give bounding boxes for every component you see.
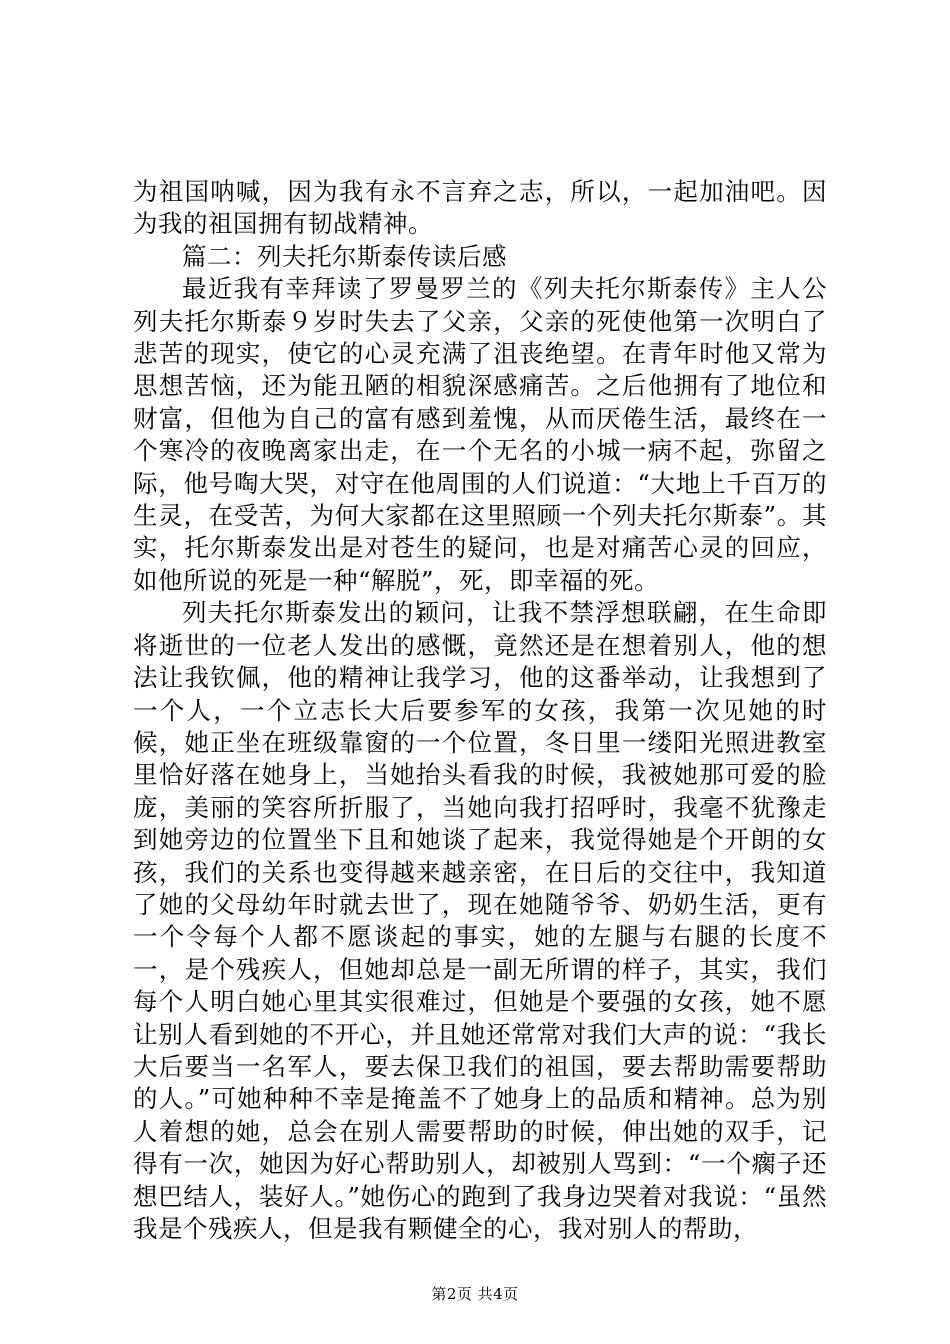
document-body <box>133 176 827 1245</box>
section-heading: 篇二：列夫托尔斯泰传读后感 <box>182 241 507 271</box>
paragraph-tolstoy-biography: 最近我有幸拜读了罗曼罗兰的《列夫托尔斯泰传》主人公列夫托尔斯泰９岁时失去了父亲，父亲的死使他第一次明白了悲苦的现实，使它的心灵充满了沮丧绝望。在青年时他又常为思想苦恼，还为能丑陋的相貌深感痛苦。之后他拥有了地位和财富，但他为自己的富有感到羞愧，从而厌倦生活，最终在一个寒冷的夜晚离家出走，在一个无名的小城一病不起，弥留之际，他号啕大哭，对守在他周围的人们说道：“大地上千百万的生灵，在受苦，为何大家都在这里照顾一个列夫托尔斯泰”。其实，托尔斯泰发出是对苍生的疑问，也是对痛苦心灵的回应，如他所说的死是一种“解脱”，死，即幸福的死。 <box>133 274 827 595</box>
paragraph-intro-continuation: 为祖国呐喊，因为我有永不言弃之志，所以，一起加油吧。因为我的祖国拥有韧战精神。 <box>133 177 827 239</box>
paragraph-girl-story: 列夫托尔斯泰发出的颖问，让我不禁浮想联翩，在生命即将逝世的一位老人发出的感慨，竟然还是在想着别人，他的想法让我钦佩，他的精神让我学习，他的这番举动，让我想到了一个人，一个立志长大后要参军的女孩，我第一次见她的时候，她正坐在班级靠窗的一个位置，冬日里一缕阳光照进教室里恰好落在她身上，当她抬头看我的时候，我被她那可爱的脸庞，美丽的笑容所折服了，当她向我打招呼时，我毫不犹豫走到她旁边的位置坐下且和她谈了起来，我觉得她是个开朗的女孩，我们的关系也变得越来越亲密，在日后的交往中，我知道了她的父母幼年时就去世了，现在她随爷爷、奶奶生活，更有一个令每个人都不愿谈起的事实，她的左腿与右腿的长度不一，是个残疾人，但她却总是一副无所谓的样子，其实，我们每个人明白她心里其实很难过，但她是个要强的女孩，她不愿让别人看到她的不开心，并且她还常常对我们大声的说：“我长大后要当一名军人，要去保卫我们的祖国，要去帮助需要帮助的人。”可她种种不幸是掩盖不了她身上的品质和精神。总为别人着想的她，总会在别人需要帮助的时候，伸出她的双手，记得有一次，她因为好心帮助别人，却被别人骂到：“一个瘸子还想巴结人，装好人。”她伤心的跑到了我身边哭着对我说：“虽然我是个残疾人，但是我有颗健全的心，我对别人的帮助， <box>133 598 827 1243</box>
page-footer: 第2页 共4页 <box>431 1285 519 1303</box>
